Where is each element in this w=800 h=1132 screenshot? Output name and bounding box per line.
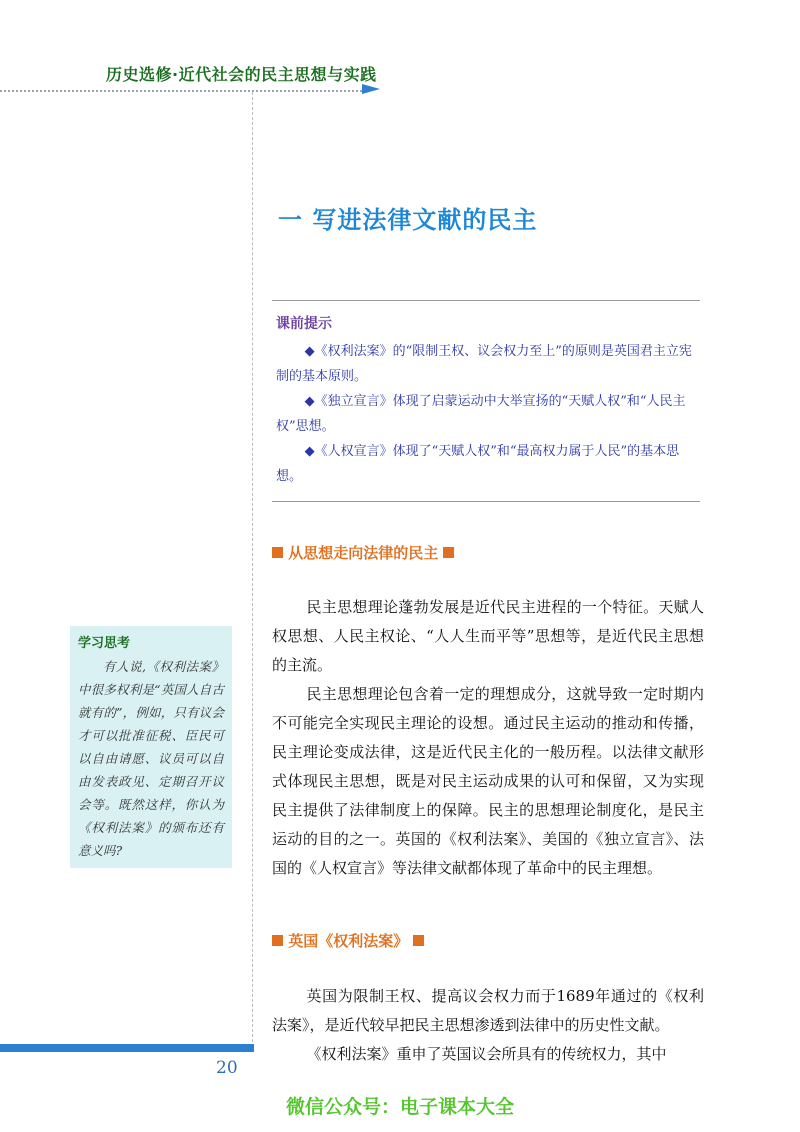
watermark: 微信公众号：电子课本大全 (285, 1096, 514, 1118)
paragraph: 民主思想理论包含着一定的理想成分，这就导致一定时期内不可能完全实现民主理论的设想。通过民主运动的推动和传播，民主理论变成法律，这是近代民主化的一般历程。以法律文献形式体现民主思想，既是对民主运动成果的认可和保留，又为实现民主提供了法律制度上的保障。民主的思想理论制度化，是民主运动的目的之一。英国的《权利法案》、美国的《独立宣言》、法国的《人权宣言》等法律文献都体现了革命中的民主理想。 (272, 685, 704, 877)
paragraph: 英国为限制王权、提高议会权力而于1689年通过的《权利法案》，是近代较早把民主思想渗透到法律中的历史性文献。 (272, 987, 704, 1034)
paragraph: 民主思想理论蓬勃发展是近代民主进程的一个特征。天赋人权思想、人民主权论、“人人生而平等”思想等，是近代民主思想的主流。 (272, 598, 704, 674)
section2-body (272, 982, 704, 1069)
chapter-title: 一 写进法律文献的民主 (278, 206, 538, 234)
square-bullet-icon (413, 935, 424, 946)
footer-bar (0, 1044, 254, 1052)
section1-body (272, 593, 704, 883)
section-heading-text: 英国《权利法案》 (288, 932, 409, 950)
study-think-box (70, 626, 232, 868)
tip-item: ◆《独立宣言》体现了启蒙运动中大举宣扬的“天赋人权”和“人民主权”思想。 (276, 394, 686, 434)
paragraph: 《权利法案》重申了英国议会所具有的传统权力，其中 (306, 1045, 667, 1063)
header-arrow-icon (362, 84, 380, 94)
section-heading-1 (272, 542, 454, 563)
sidebar-body: 有人说,《权利法案》中很多权利是“英国人自古就有的”，例如，只有议会才可以批准征税、臣民可以自由请愿、议员可以自由发表政见、定期召开议会等。既然这样，你认为《权利法案》的颁布还有意义吗? (78, 659, 224, 858)
book-title: 历史选修·近代社会的民主思想与实践 (106, 65, 377, 84)
square-bullet-icon (272, 935, 283, 946)
square-bullet-icon (443, 547, 454, 558)
section-heading-2 (272, 930, 424, 951)
page-number: 20 (216, 1058, 238, 1078)
section-heading-text: 从思想走向法律的民主 (288, 544, 439, 562)
square-bullet-icon (272, 547, 283, 558)
margin-divider (252, 92, 253, 1042)
tip-item: ◆《人权宣言》体现了“天赋人权”和“最高权力属于人民”的基本思想。 (276, 444, 680, 484)
sidebar-heading: 学习思考 (78, 636, 131, 651)
tips-heading: 课前提示 (276, 316, 332, 332)
header-dotted-rule (0, 90, 366, 92)
pre-class-tips (272, 300, 700, 502)
tip-item: ◆《权利法案》的“限制王权、议会权力至上”的原则是英国君主立宪制的基本原则。 (276, 344, 692, 384)
